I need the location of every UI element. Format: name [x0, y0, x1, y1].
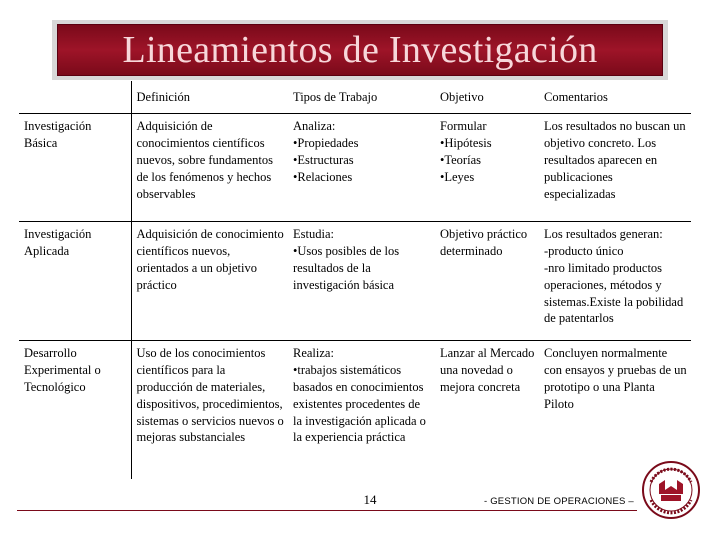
title-panel [57, 24, 663, 76]
header-objetivo: Objetivo [435, 81, 539, 114]
page-title: Lineamientos de Investigación [122, 29, 598, 71]
cell-line: Objetivo práctico determinado [440, 227, 528, 258]
cell-line: •Teorías [440, 152, 481, 167]
cell-tipos [288, 341, 435, 480]
cell-comentarios [539, 222, 691, 341]
cell-line: Los resultados no buscan un objetivo concreto. Los resultados aparecen en publicaciones especializadas [544, 119, 686, 201]
cell-line: Estudia: [293, 227, 334, 241]
cell-tipos [288, 114, 435, 222]
cell-definicion: Adquisición de conocimientos científicos nuevos, sobre fundamentos de los fenómenos y hechos observables [131, 114, 288, 222]
row-label: Desarrollo Experimental o Tecnológico [19, 341, 131, 480]
cell-line: Analiza: [293, 119, 336, 133]
cell-objetivo [435, 341, 539, 480]
cell-line: •Hipótesis [440, 135, 492, 150]
cell-line: Realiza: [293, 346, 334, 360]
cell-comentarios [539, 114, 691, 222]
cell-line: Lanzar al Mercado una novedad o mejora concreta [440, 346, 535, 394]
cell-comentarios [539, 341, 691, 480]
cell-tipos [288, 222, 435, 341]
cell-line: •Propiedades [293, 135, 359, 150]
cell-line: -producto único [544, 243, 624, 258]
table-row [19, 114, 691, 222]
table-row [19, 341, 691, 480]
header-definicion: Definición [131, 81, 288, 114]
cell-line: •Estructuras [293, 152, 354, 167]
cell-line: •trabajos sistemáticos basados en conocimientos existentes procedentes de la investigación aplicada o la experiencia práctica [293, 362, 426, 445]
research-guidelines-table [19, 81, 691, 479]
footer-text: - GESTION DE OPERACIONES – [484, 496, 634, 507]
cell-line: •Relaciones [293, 169, 353, 184]
row-label: Investigación Básica [19, 114, 131, 222]
header-cell-empty [19, 81, 131, 114]
title-banner [52, 20, 668, 80]
cell-line: •Leyes [440, 169, 475, 184]
table-row [19, 222, 691, 341]
university-seal-icon [641, 460, 701, 520]
cell-objetivo [435, 222, 539, 341]
header-comentarios: Comentarios [539, 81, 691, 114]
footer-divider [17, 510, 637, 511]
table-header-row [19, 81, 691, 114]
cell-definicion: Adquisición de conocimiento científicos nuevos, orientados a un objetivo práctico [131, 222, 288, 341]
cell-line: Los resultados generan: [544, 227, 663, 241]
page-number: 14 [363, 492, 377, 507]
header-tipos-de-trabajo: Tipos de Trabajo [288, 81, 435, 114]
row-label: Investigación Aplicada [19, 222, 131, 341]
cell-objetivo [435, 114, 539, 222]
cell-line: •Usos posibles de los resultados de la investigación básica [293, 243, 400, 292]
cell-line: Concluyen normalmente con ensayos y pruebas de un prototipo o una Planta Piloto [544, 346, 687, 411]
cell-line: -nro limitado productos operaciones, métodos y sistemas.Existe la pobilidad de patentarlos [544, 260, 684, 326]
cell-line: Formular [440, 119, 487, 133]
cell-definicion: Uso de los conocimientos científicos para la producción de materiales, dispositivos, procedimientos, sistemas o servicios nuevos o mejoras substanciales [136, 346, 284, 445]
